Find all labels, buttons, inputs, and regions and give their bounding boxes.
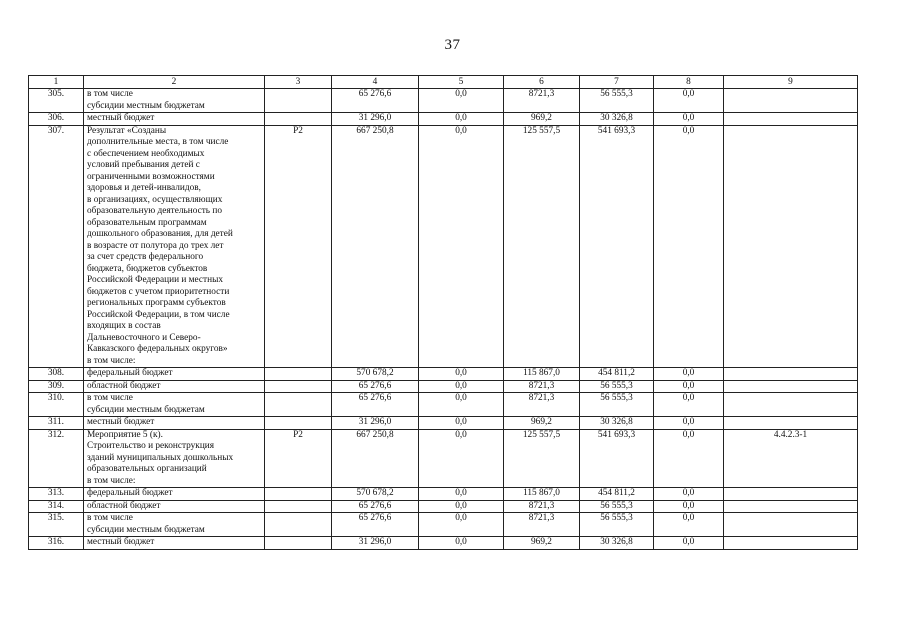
value-col-5: 0,0 bbox=[419, 513, 504, 537]
reference-col-9 bbox=[724, 488, 858, 501]
value-col-6: 969,2 bbox=[504, 417, 580, 430]
value-col-8: 0,0 bbox=[654, 368, 724, 381]
budget-table bbox=[28, 75, 858, 550]
value-col-4: 65 276,6 bbox=[332, 513, 419, 537]
table-row bbox=[29, 89, 858, 113]
value-col-8: 0,0 bbox=[654, 500, 724, 513]
table-row bbox=[29, 488, 858, 501]
value-col-5: 0,0 bbox=[419, 125, 504, 368]
row-number: 314. bbox=[29, 500, 84, 513]
value-col-8: 0,0 bbox=[654, 125, 724, 368]
row-number: 305. bbox=[29, 89, 84, 113]
row-code bbox=[265, 417, 332, 430]
table-row bbox=[29, 417, 858, 430]
table-row bbox=[29, 368, 858, 381]
value-col-8: 0,0 bbox=[654, 89, 724, 113]
value-col-4: 570 678,2 bbox=[332, 488, 419, 501]
value-col-7: 30 326,8 bbox=[580, 417, 654, 430]
value-col-5: 0,0 bbox=[419, 380, 504, 393]
row-code bbox=[265, 537, 332, 550]
row-description: местный бюджет bbox=[84, 417, 265, 430]
value-col-6: 8721,3 bbox=[504, 513, 580, 537]
table-row bbox=[29, 429, 858, 488]
row-description: федеральный бюджет bbox=[84, 488, 265, 501]
row-description: местный бюджет bbox=[84, 113, 265, 126]
table-body bbox=[29, 89, 858, 550]
value-col-6: 125 557,5 bbox=[504, 429, 580, 488]
value-col-6: 969,2 bbox=[504, 113, 580, 126]
row-code: Р2 bbox=[265, 429, 332, 488]
row-number: 307. bbox=[29, 125, 84, 368]
reference-col-9 bbox=[724, 380, 858, 393]
value-col-7: 56 555,3 bbox=[580, 500, 654, 513]
value-col-7: 454 811,2 bbox=[580, 368, 654, 381]
value-col-5: 0,0 bbox=[419, 368, 504, 381]
value-col-8: 0,0 bbox=[654, 417, 724, 430]
header-cell: 2 bbox=[84, 76, 265, 89]
value-col-4: 570 678,2 bbox=[332, 368, 419, 381]
row-description: областной бюджет bbox=[84, 380, 265, 393]
value-col-8: 0,0 bbox=[654, 429, 724, 488]
table-row bbox=[29, 537, 858, 550]
row-code bbox=[265, 488, 332, 501]
value-col-8: 0,0 bbox=[654, 537, 724, 550]
row-number: 311. bbox=[29, 417, 84, 430]
value-col-8: 0,0 bbox=[654, 113, 724, 126]
header-cell: 9 bbox=[724, 76, 858, 89]
header-cell: 5 bbox=[419, 76, 504, 89]
value-col-6: 8721,3 bbox=[504, 393, 580, 417]
value-col-4: 667 250,8 bbox=[332, 125, 419, 368]
row-code: Р2 bbox=[265, 125, 332, 368]
table-row bbox=[29, 500, 858, 513]
reference-col-9 bbox=[724, 417, 858, 430]
row-description: федеральный бюджет bbox=[84, 368, 265, 381]
value-col-6: 115 867,0 bbox=[504, 488, 580, 501]
row-code bbox=[265, 393, 332, 417]
row-number: 308. bbox=[29, 368, 84, 381]
value-col-7: 541 693,3 bbox=[580, 125, 654, 368]
value-col-4: 667 250,8 bbox=[332, 429, 419, 488]
value-col-7: 56 555,3 bbox=[580, 393, 654, 417]
header-cell: 7 bbox=[580, 76, 654, 89]
value-col-8: 0,0 bbox=[654, 380, 724, 393]
value-col-5: 0,0 bbox=[419, 393, 504, 417]
row-number: 310. bbox=[29, 393, 84, 417]
table-row bbox=[29, 113, 858, 126]
value-col-5: 0,0 bbox=[419, 89, 504, 113]
row-code bbox=[265, 113, 332, 126]
value-col-7: 56 555,3 bbox=[580, 380, 654, 393]
row-number: 312. bbox=[29, 429, 84, 488]
row-description: в том числе субсидии местным бюджетам bbox=[84, 513, 265, 537]
reference-col-9 bbox=[724, 113, 858, 126]
value-col-8: 0,0 bbox=[654, 393, 724, 417]
value-col-6: 8721,3 bbox=[504, 380, 580, 393]
value-col-7: 30 326,8 bbox=[580, 537, 654, 550]
value-col-6: 115 867,0 bbox=[504, 368, 580, 381]
value-col-4: 65 276,6 bbox=[332, 500, 419, 513]
row-number: 315. bbox=[29, 513, 84, 537]
value-col-6: 125 557,5 bbox=[504, 125, 580, 368]
row-number: 309. bbox=[29, 380, 84, 393]
value-col-7: 30 326,8 bbox=[580, 113, 654, 126]
table-row bbox=[29, 125, 858, 368]
value-col-4: 65 276,6 bbox=[332, 393, 419, 417]
value-col-5: 0,0 bbox=[419, 113, 504, 126]
reference-col-9 bbox=[724, 125, 858, 368]
row-number: 313. bbox=[29, 488, 84, 501]
value-col-8: 0,0 bbox=[654, 488, 724, 501]
header-cell: 4 bbox=[332, 76, 419, 89]
reference-col-9 bbox=[724, 368, 858, 381]
reference-col-9 bbox=[724, 500, 858, 513]
table-row bbox=[29, 393, 858, 417]
value-col-8: 0,0 bbox=[654, 513, 724, 537]
row-number: 306. bbox=[29, 113, 84, 126]
header-cell: 8 bbox=[654, 76, 724, 89]
value-col-5: 0,0 bbox=[419, 500, 504, 513]
row-description: Мероприятие 5 (к). Строительство и реконструкция зданий муниципальных дошкольных образовательных организаций в том числе: bbox=[84, 429, 265, 488]
header-cell: 3 bbox=[265, 76, 332, 89]
row-code bbox=[265, 380, 332, 393]
value-col-4: 65 276,6 bbox=[332, 380, 419, 393]
reference-col-9 bbox=[724, 537, 858, 550]
row-description: в том числе субсидии местным бюджетам bbox=[84, 89, 265, 113]
header-row bbox=[29, 76, 858, 89]
value-col-6: 969,2 bbox=[504, 537, 580, 550]
value-col-4: 65 276,6 bbox=[332, 89, 419, 113]
value-col-7: 56 555,3 bbox=[580, 89, 654, 113]
header-cell: 1 bbox=[29, 76, 84, 89]
row-code bbox=[265, 89, 332, 113]
reference-col-9 bbox=[724, 393, 858, 417]
value-col-5: 0,0 bbox=[419, 429, 504, 488]
row-description: местный бюджет bbox=[84, 537, 265, 550]
row-code bbox=[265, 513, 332, 537]
value-col-6: 8721,3 bbox=[504, 89, 580, 113]
reference-col-9 bbox=[724, 513, 858, 537]
table-row bbox=[29, 380, 858, 393]
row-code bbox=[265, 368, 332, 381]
table-row bbox=[29, 513, 858, 537]
row-description: в том числе субсидии местным бюджетам bbox=[84, 393, 265, 417]
row-number: 316. bbox=[29, 537, 84, 550]
value-col-7: 454 811,2 bbox=[580, 488, 654, 501]
row-code bbox=[265, 500, 332, 513]
value-col-5: 0,0 bbox=[419, 488, 504, 501]
reference-col-9: 4.4.2.3-1 bbox=[724, 429, 858, 488]
value-col-7: 56 555,3 bbox=[580, 513, 654, 537]
value-col-4: 31 296,0 bbox=[332, 537, 419, 550]
value-col-7: 541 693,3 bbox=[580, 429, 654, 488]
row-description: областной бюджет bbox=[84, 500, 265, 513]
value-col-4: 31 296,0 bbox=[332, 417, 419, 430]
value-col-5: 0,0 bbox=[419, 417, 504, 430]
value-col-6: 8721,3 bbox=[504, 500, 580, 513]
value-col-5: 0,0 bbox=[419, 537, 504, 550]
reference-col-9 bbox=[724, 89, 858, 113]
value-col-4: 31 296,0 bbox=[332, 113, 419, 126]
header-cell: 6 bbox=[504, 76, 580, 89]
page-number: 37 bbox=[444, 37, 461, 53]
row-description: Результат «Созданы дополнительные места, в том числе с обеспечением необходимых условий пребывания детей с ограниченными возможностями здоровья и детей-инвалидов, в организациях, осуществляющих образовательную деятельность по образовательным программам дошкольного образования, для детей в возрасте от полутора до трех лет за счет средств федерального бюджета, бюджетов субъектов Российской Федерации и местных бюджетов с учетом приоритетности региональных программ субъектов Российской Федерации, в том числе входящих в состав Дальневосточного и Северо- Кавказского федеральных округов» в том числе: bbox=[84, 125, 265, 368]
